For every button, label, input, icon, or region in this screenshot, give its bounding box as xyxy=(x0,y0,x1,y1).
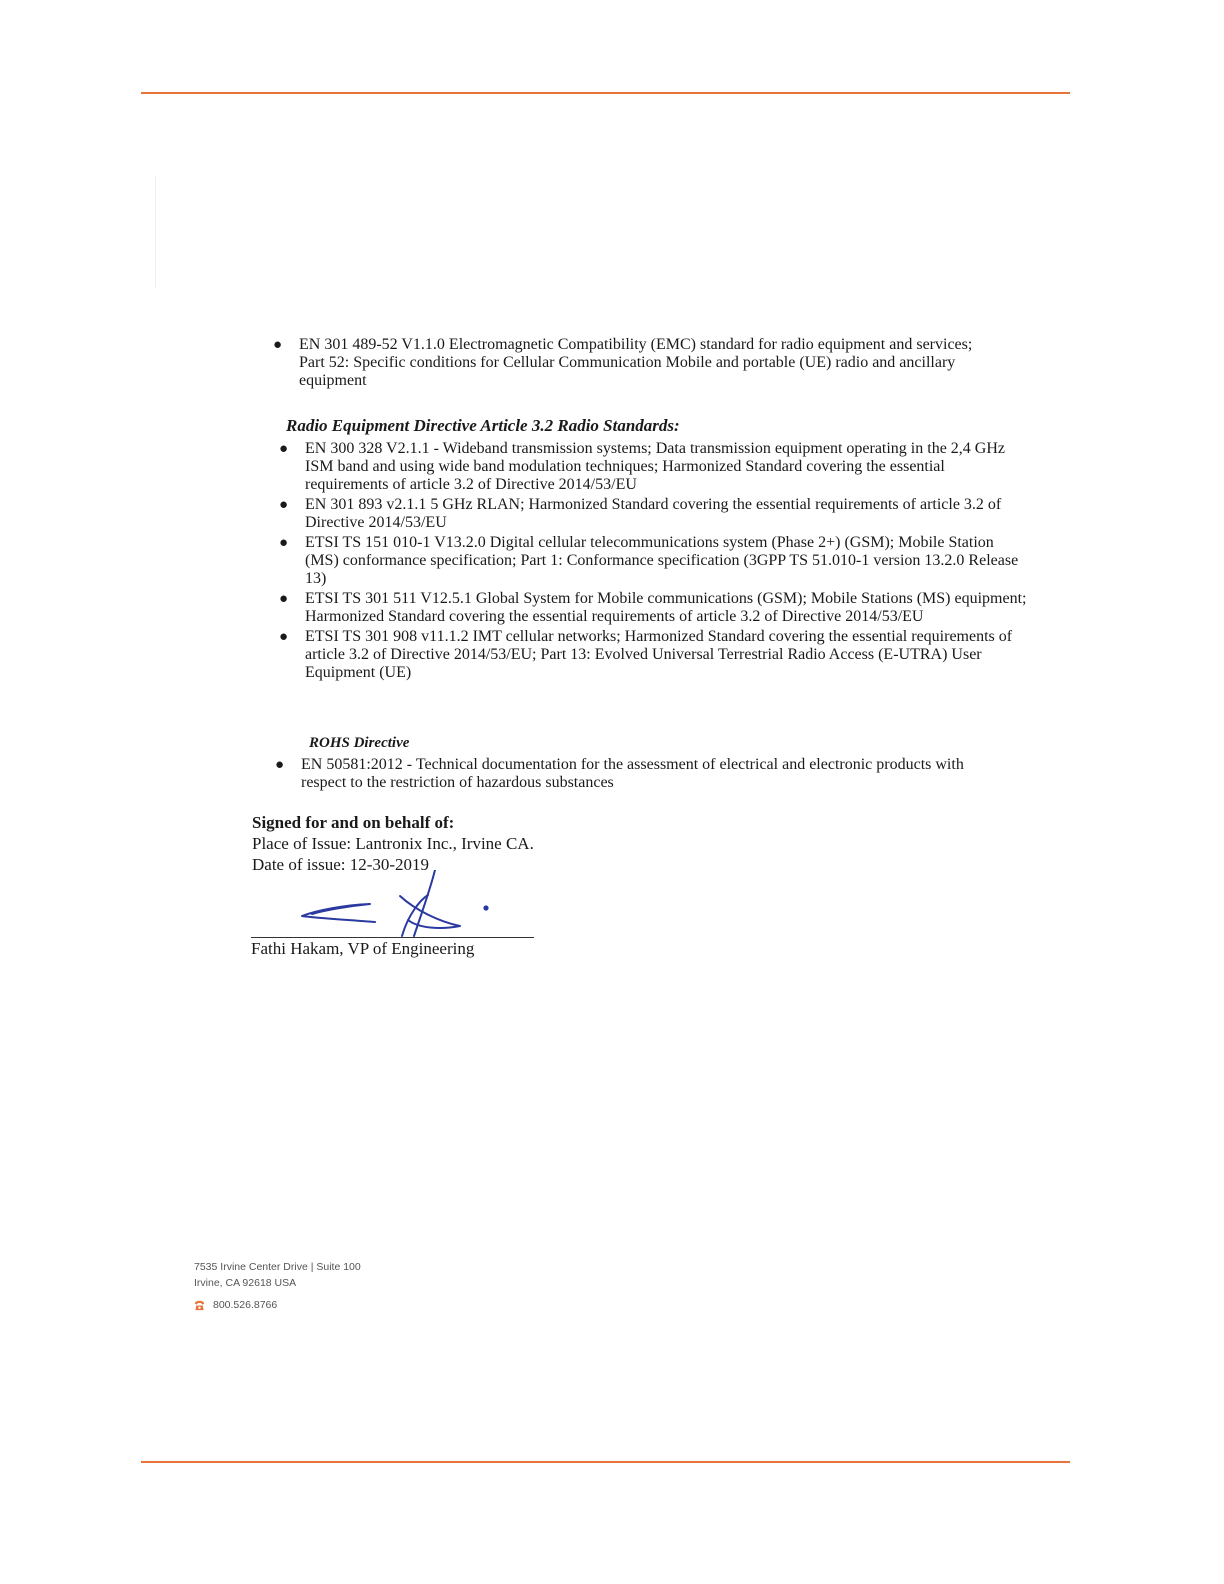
signature-block xyxy=(252,812,534,875)
header-rule xyxy=(141,92,1070,94)
emc-standards-list xyxy=(273,336,993,390)
place-of-issue: Place of Issue: Lantronix Inc., Irvine CA. xyxy=(252,834,534,853)
signature-line xyxy=(251,937,534,938)
phone-number: 800.526.8766 xyxy=(213,1299,278,1311)
bullet-icon: ● xyxy=(279,629,289,645)
standard-text: ETSI TS 301 511 V12.5.1 Global System for Mobile communications (GSM); Mobile Stations (MS) equipment; Harmonized Standard covering the essential requirements of article 3.2 of Directive 2014/53/EU xyxy=(305,590,1027,625)
bullet-icon: ● xyxy=(279,535,289,551)
list-item xyxy=(279,496,1029,532)
list-item xyxy=(273,336,993,390)
list-item xyxy=(279,440,1029,494)
footer-address xyxy=(194,1259,361,1313)
handwritten-signature xyxy=(290,870,500,940)
bullet-icon: ● xyxy=(279,441,289,457)
rohs-heading: ROHS Directive xyxy=(309,735,410,751)
phone-row xyxy=(194,1297,361,1313)
address-line-1: 7535 Irvine Center Drive | Suite 100 xyxy=(194,1261,361,1273)
phone-icon xyxy=(194,1300,205,1311)
signed-heading: Signed for and on behalf of: xyxy=(252,813,455,832)
list-item xyxy=(279,534,1029,588)
list-item xyxy=(279,628,1029,682)
rohs-standards-list xyxy=(275,756,995,792)
bullet-icon: ● xyxy=(279,591,289,607)
standard-text: EN 300 328 V2.1.1 - Wideband transmission systems; Data transmission equipment operating in the 2,4 GHz ISM band and using wide band modulation techniques; Harmonized Standard covering the essential requirements of article 3.2 of Directive 2014/53/EU xyxy=(305,440,1006,493)
bullet-icon: ● xyxy=(275,757,285,773)
standard-text: EN 301 489-52 V1.1.0 Electromagnetic Compatibility (EMC) standard for radio equipment and services; Part 52: Specific conditions for Cellular Communication Mobile and portable (UE) radio and ancillary equipment xyxy=(299,336,973,389)
radio-standards-heading: Radio Equipment Directive Article 3.2 Radio Standards: xyxy=(286,416,680,435)
standard-text: EN 50581:2012 - Technical documentation for the assessment of electrical and electronic products with respect to the restriction of hazardous substances xyxy=(301,756,964,791)
list-item xyxy=(275,756,995,792)
address-line-2: Irvine, CA 92618 USA xyxy=(194,1277,297,1289)
signer-name: Fathi Hakam, VP of Engineering xyxy=(251,939,475,958)
footer-rule xyxy=(141,1461,1070,1463)
standard-text: ETSI TS 301 908 v11.1.2 IMT cellular networks; Harmonized Standard covering the essential requirements of article 3.2 of Directive 2014/53/EU; Part 13: Evolved Universal Terrestrial Radio Access (E-UTRA) User Equipment (UE) xyxy=(305,628,1013,681)
bullet-icon: ● xyxy=(279,497,289,513)
list-item xyxy=(279,590,1029,626)
margin-mark xyxy=(155,176,156,288)
bullet-icon: ● xyxy=(273,337,283,353)
radio-standards-list xyxy=(279,440,1029,684)
standard-text: ETSI TS 151 010-1 V13.2.0 Digital cellular telecommunications system (Phase 2+) (GSM); Mobile Station (MS) conformance specification; Part 1: Conformance specification (3GPP TS 51.010-1 version 13.2.0 Release 13) xyxy=(305,534,1019,587)
standard-text: EN 301 893 v2.1.1 5 GHz RLAN; Harmonized Standard covering the essential requirements of article 3.2 of Directive 2014/53/EU xyxy=(305,496,1002,531)
date-of-issue: Date of issue: 12-30-2019 xyxy=(252,855,430,874)
